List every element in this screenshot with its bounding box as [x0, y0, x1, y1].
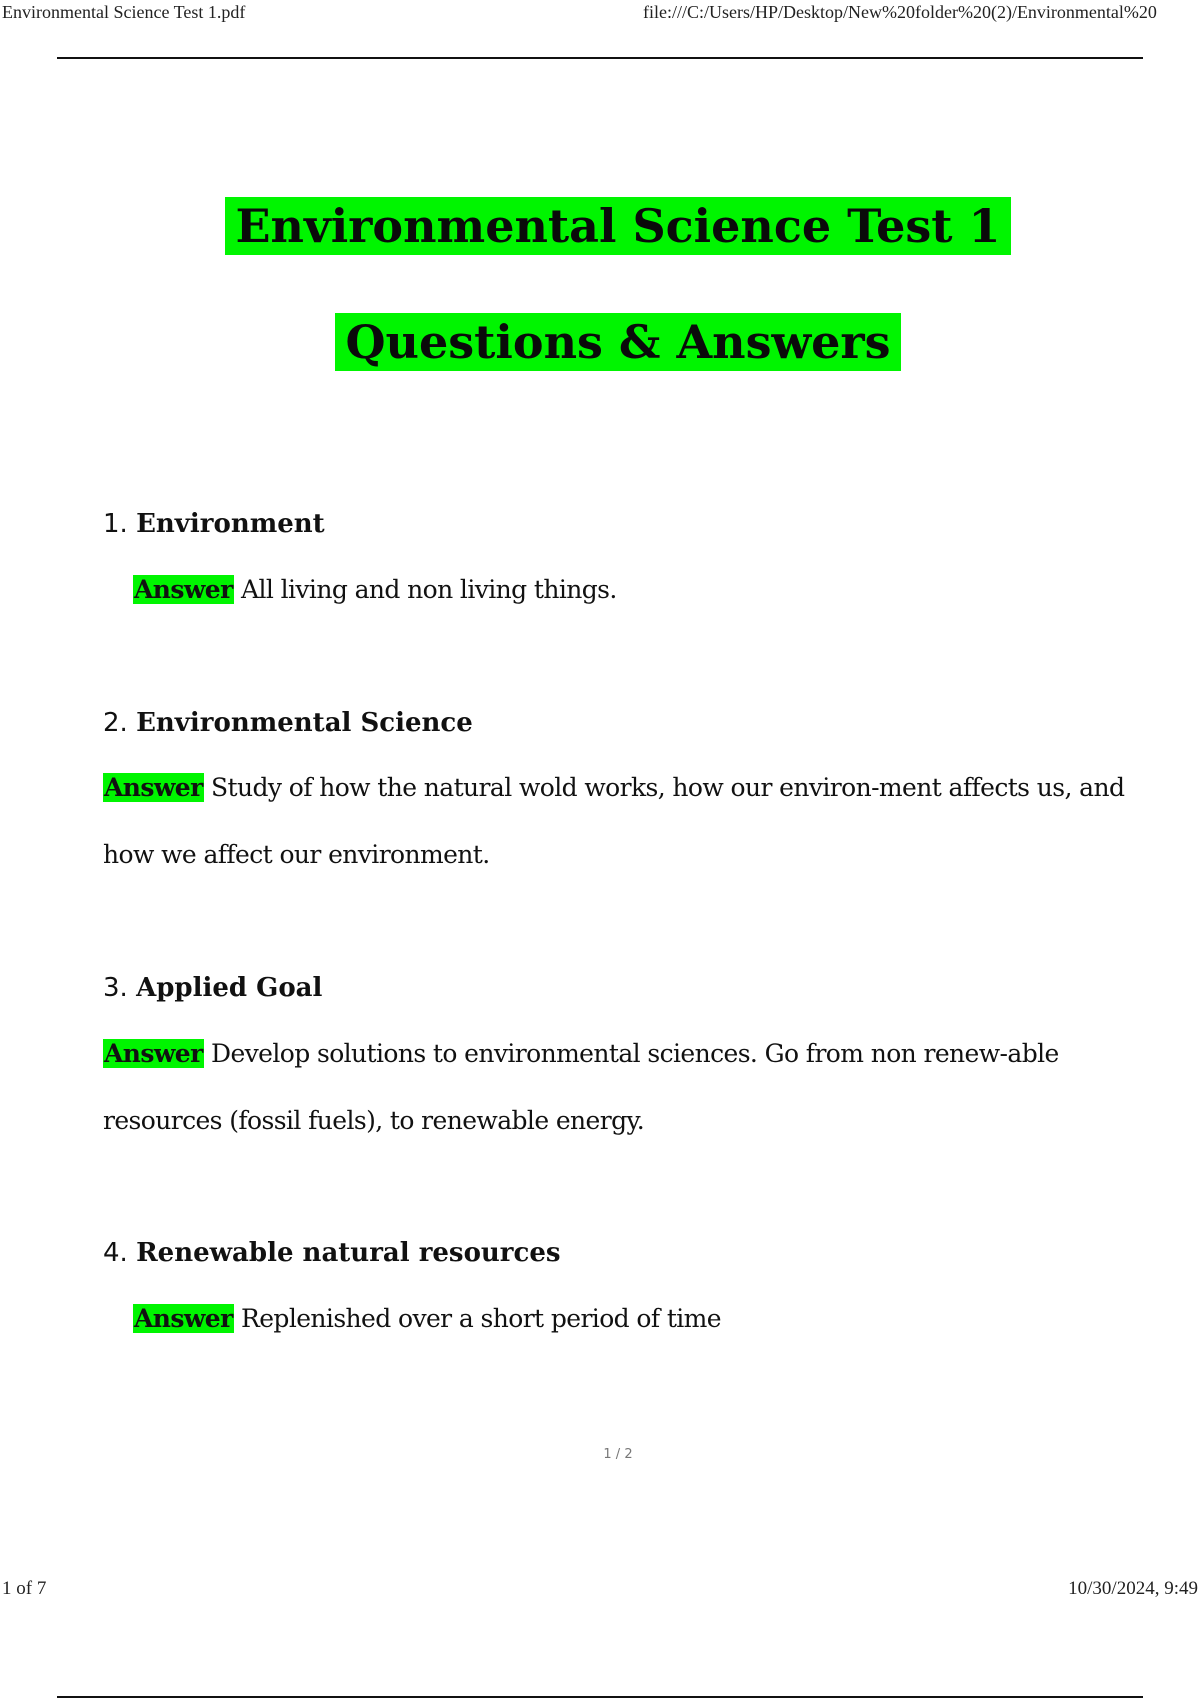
answer-label: Answer: [104, 1039, 203, 1068]
question-number: 4.: [103, 1238, 128, 1268]
answer-text: Develop solutions to environmental sciences. Go from non renew-able: [211, 1039, 1059, 1068]
print-footer-page-count: 1 of 7: [2, 1578, 47, 1599]
footer-divider: [57, 1696, 1143, 1698]
question-heading-3: [103, 971, 322, 1005]
question-title: Environmental Science: [136, 708, 473, 738]
answer-label: Answer: [104, 773, 203, 802]
question-number: 2.: [103, 708, 128, 738]
answer-line-1: [133, 573, 617, 607]
print-footer-datetime: 10/30/2024, 9:49: [1068, 1578, 1198, 1599]
question-heading-1: [103, 507, 325, 541]
page-indicator: 1 / 2: [603, 1447, 633, 1462]
answer-continuation-2: how we affect our environment.: [103, 840, 490, 869]
answer-text: Study of how the natural wold works, how our environ-ment affects us, and: [211, 773, 1125, 802]
answer-text: Replenished over a short period of time: [241, 1304, 721, 1333]
question-number: 3.: [103, 973, 128, 1003]
question-title: Environment: [136, 509, 325, 539]
answer-label: Answer: [134, 575, 233, 604]
question-heading-4: [103, 1236, 561, 1270]
answer-text: All living and non living things.: [241, 575, 617, 604]
answer-continuation-3: resources (fossil fuels), to renewable energy.: [103, 1106, 645, 1135]
answer-line-3: [103, 1037, 1059, 1071]
print-header-file-path: file:///C:/Users/HP/Desktop/New%20folder%20(2)/Environmental%20: [643, 2, 1157, 22]
title-block-1: [0, 197, 1200, 255]
page-title: Environmental Science Test 1: [225, 197, 1010, 255]
question-number: 1.: [103, 509, 128, 539]
answer-label: Answer: [134, 1304, 233, 1333]
question-title: Applied Goal: [136, 973, 323, 1003]
question-heading-2: [103, 706, 473, 740]
answer-line-2: [103, 771, 1124, 805]
title-block-2: [0, 313, 1200, 371]
header-divider: [57, 57, 1143, 59]
page-subtitle: Questions & Answers: [335, 313, 900, 371]
question-title: Renewable natural resources: [136, 1238, 561, 1268]
print-header-document-name: Environmental Science Test 1.pdf: [2, 2, 246, 22]
answer-line-4: [133, 1302, 721, 1336]
